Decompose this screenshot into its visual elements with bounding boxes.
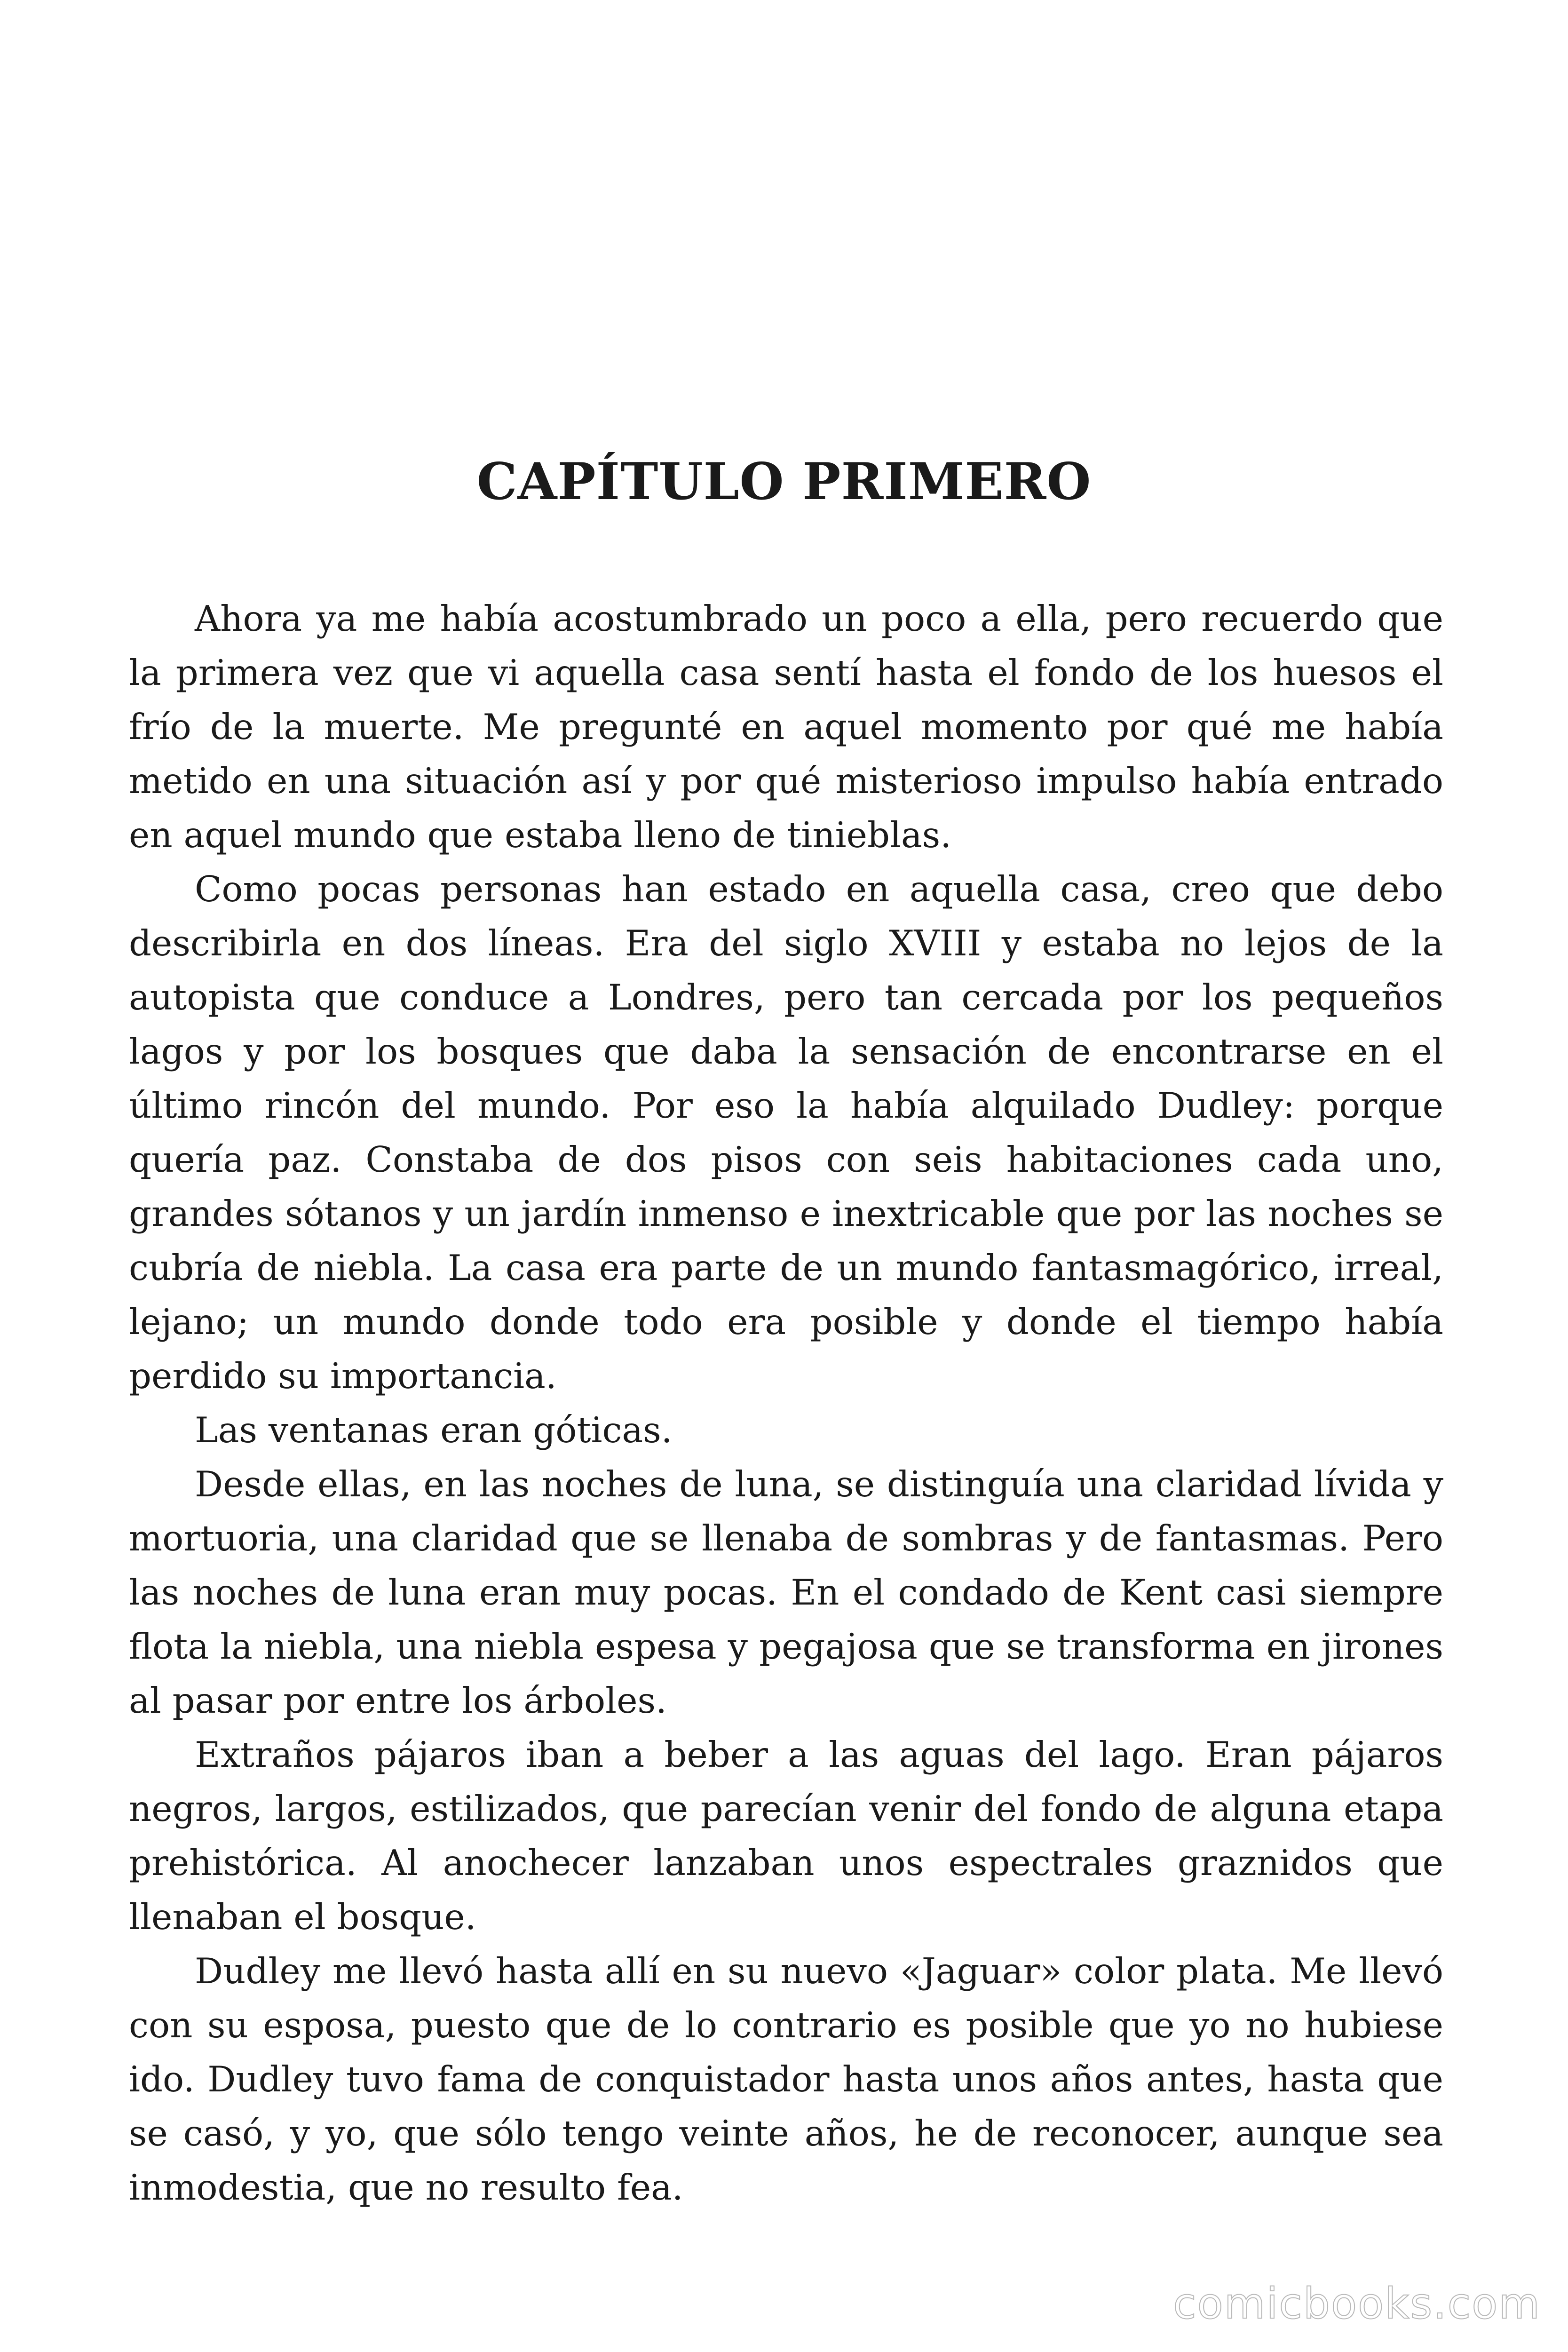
paragraph: Las ventanas eran góticas. bbox=[195, 1409, 673, 1451]
paragraph: Dudley me llevó hasta allí en su nuevo «Jaguar» color plata. Me llevó con su esposa, puesto que de lo contrario es posible que yo no hubiese ido. Dudley tuvo fama de conquistador hasta unos años antes, hasta que se casó, y yo, que sólo tengo veinte años, he de reconocer, aunque sea inmodestia, que no resulto fea. bbox=[129, 1950, 1443, 2208]
site-watermark: comicbooks.com bbox=[1173, 2279, 1541, 2328]
paragraph: Como pocas personas han estado en aquella casa, creo que debo describirla en dos líneas. Era del siglo XVIII y estaba no lejos de la autopista que conduce a Londres, pero tan cercada por los pequeños lagos y por los bosques que daba la sensación de encontrarse en el último rincón del mundo. Por eso la había alquilado Dudley: porque quería paz. Constaba de dos pisos con seis habitaciones cada uno, grandes sótanos y un jardín inmenso e inextricable que por las noches se cubría de niebla. La casa era parte de un mundo fantasmagórico, irreal, lejano; un mundo donde todo era posible y donde el tiempo había perdido su importancia. bbox=[129, 868, 1443, 1397]
chapter-title: CAPÍTULO PRIMERO bbox=[476, 452, 1092, 511]
chapter-body bbox=[129, 592, 1443, 2215]
paragraph: Desde ellas, en las noches de luna, se distinguía una claridad lívida y mortuoria, una claridad que se llenaba de sombras y de fantasmas. Pero las noches de luna eran muy pocas. En el condado de Kent casi siempre flota la niebla, una niebla espesa y pegajosa que se transforma en jirones al pasar por entre los árboles. bbox=[129, 1463, 1443, 1721]
paragraph: Extraños pájaros iban a beber a las aguas del lago. Eran pájaros negros, largos, estilizados, que parecían venir del fondo de alguna etapa prehistórica. Al anochecer lanzaban unos espectrales graznidos que llenaban el bosque. bbox=[129, 1734, 1443, 1938]
paragraph: Ahora ya me había acostumbrado un poco a ella, pero recuerdo que la primera vez que vi aquella casa sentí hasta el fondo de los huesos el frío de la muerte. Me pregunté en aquel momento por qué me había metido en una situación así y por qué misterioso impulso había entrado en aquel mundo que estaba lleno de tinieblas. bbox=[129, 598, 1443, 856]
